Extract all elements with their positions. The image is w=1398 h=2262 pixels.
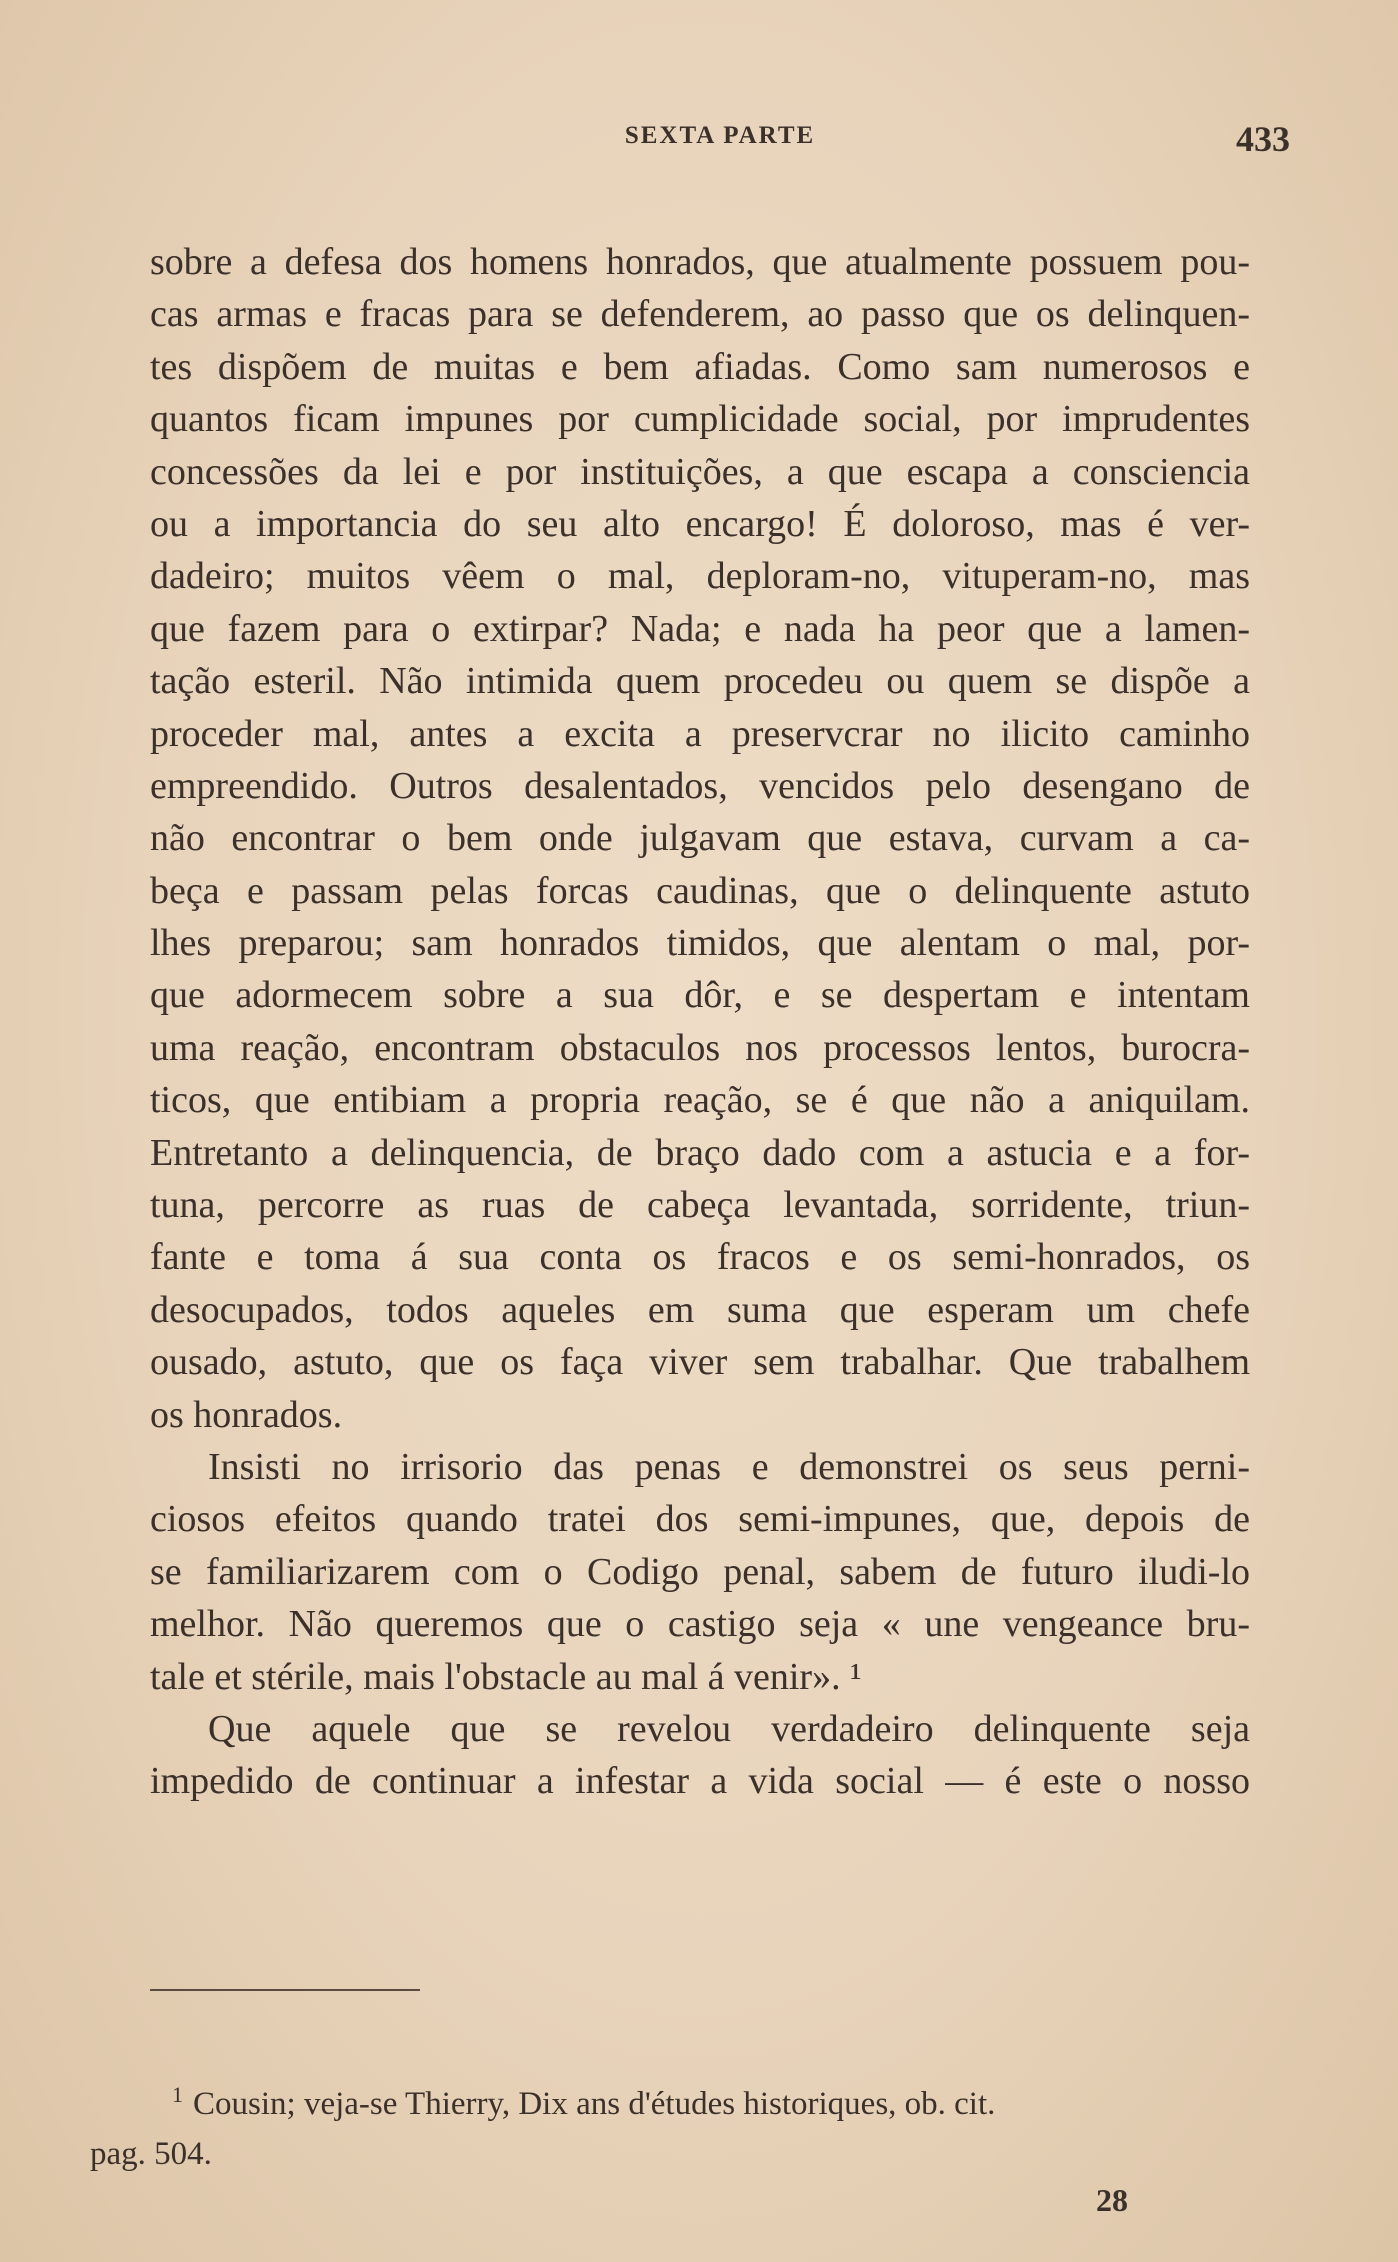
footnote-line — [90, 2070, 1210, 2129]
text-line: melhor. Não queremos que o castigo seja « une vengeance bru- — [150, 1603, 1250, 1646]
running-head — [150, 118, 1290, 158]
text-line: uma reação, encontram obstaculos nos processos lentos, burocra- — [150, 1026, 1250, 1069]
text-line: quantos ficam impunes por cumplicidade social, por imprudentes — [150, 398, 1250, 441]
running-title: SEXTA PARTE — [624, 122, 816, 149]
body-text — [150, 236, 1250, 1808]
text-line: sobre a defesa dos homens honrados, que atualmente possuem pou- — [150, 241, 1250, 283]
footnote-divider — [150, 1989, 420, 1991]
footnote-text: Cousin; veja-se Thierry, Dix ans d'études historiques, ob. cit. — [193, 2086, 996, 2122]
text-line: empreendido. Outros desalentados, vencidos pelo desengano de — [150, 764, 1250, 807]
footnote-line: pag. 504. — [90, 2136, 212, 2172]
text-line: desocupados, todos aqueles em suma que esperam um chefe — [150, 1288, 1250, 1331]
text-line: beça e passam pelas forcas caudinas, que o delinquente astuto — [150, 869, 1250, 912]
text-line: ciosos efeitos quando tratei dos semi-impunes, que, depois de — [150, 1498, 1250, 1541]
text-line: tes dispõem de muitas e bem afiadas. Como sam numerosos e — [150, 345, 1250, 388]
footnote-marker: 1 — [172, 2082, 183, 2107]
text-line: que fazem para o extirpar? Nada; e nada ha peor que a lamen- — [150, 607, 1250, 650]
text-line: tuna, percorre as ruas de cabeça levantada, sorridente, triun- — [150, 1184, 1250, 1227]
text-line: tação esteril. Não intimida quem procedeu ou quem se dispõe a — [150, 660, 1250, 703]
text-line: ticos, que entibiam a propria reação, se é que não a aniquilam. — [150, 1079, 1250, 1122]
text-line: concessões da lei e por instituições, a que escapa a consciencia — [150, 450, 1250, 493]
text-line: fante e toma á sua conta os fracos e os semi-honrados, os — [150, 1236, 1250, 1279]
text-line: cas armas e fracas para se defenderem, ao passo que os delinquen- — [150, 293, 1250, 336]
text-line: Insisti no irrisorio das penas e demonstrei os seus perni- — [208, 1445, 1250, 1488]
text-line: proceder mal, antes a excita a preservcrar no ilicito caminho — [150, 712, 1250, 755]
text-line: Que aquele que se revelou verdadeiro delinquente seja — [208, 1707, 1250, 1750]
text-line: Entretanto a delinquencia, de braço dado com a astucia e a for- — [150, 1131, 1250, 1174]
signature-mark: 28 — [1096, 2182, 1128, 2218]
footnote — [90, 2070, 1210, 2179]
text-line: não encontrar o bem onde julgavam que estava, curvam a ca- — [150, 817, 1250, 860]
text-line: impedido de continuar a infestar a vida social — é este o nosso — [150, 1760, 1250, 1803]
text-line: lhes preparou; sam honrados timidos, que alentam o mal, por- — [150, 922, 1250, 965]
text-line: ou a importancia do seu alto encargo! É doloroso, mas é ver- — [150, 502, 1250, 545]
text-line: os honrados. — [150, 1393, 343, 1436]
text-line: que adormecem sobre a sua dôr, e se despertam e intentam — [150, 974, 1250, 1017]
text-line: tale et stérile, mais l'obstacle au mal á venir». ¹ — [150, 1655, 862, 1698]
text-line: ousado, astuto, que os faça viver sem trabalhar. Que trabalhem — [150, 1341, 1250, 1384]
page-number: 433 — [1236, 119, 1290, 159]
text-line: se familiarizarem com o Codigo penal, sabem de futuro iludi-lo — [150, 1550, 1250, 1593]
text-line: dadeiro; muitos vêem o mal, deploram-no, vituperam-no, mas — [150, 555, 1250, 598]
